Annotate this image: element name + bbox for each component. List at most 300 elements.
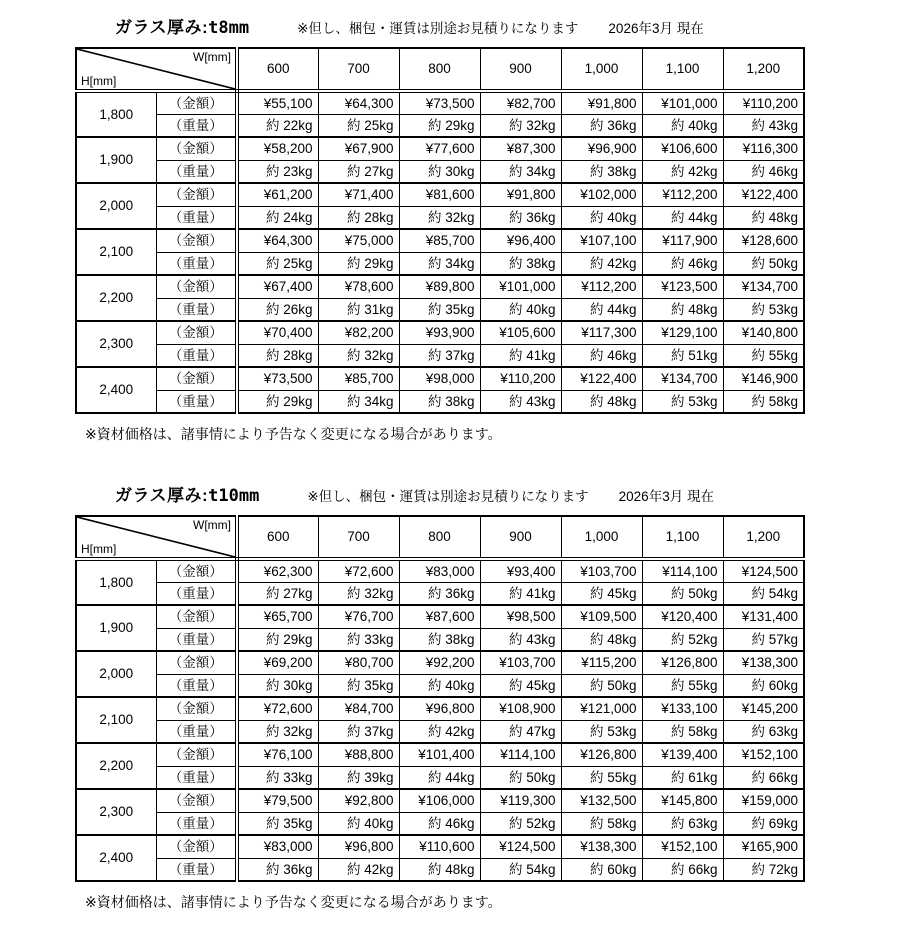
height-value-cell: 2,100 [76, 697, 156, 743]
width-header-cell: 800 [399, 48, 480, 91]
weight-cell: 約 27kg [318, 160, 399, 183]
price-cell: ¥72,600 [237, 697, 318, 720]
weight-cell: 約 32kg [399, 206, 480, 229]
table-title-row [75, 13, 875, 38]
corner-cell [76, 516, 237, 559]
weight-cell: 約 47kg [480, 720, 561, 743]
price-cell: ¥77,600 [399, 137, 480, 160]
price-cell: ¥92,800 [318, 789, 399, 812]
height-axis-label: H[mm] [81, 542, 117, 556]
weight-cell: 約 34kg [480, 160, 561, 183]
weight-cell: 約 60kg [561, 858, 642, 881]
weight-row [76, 674, 804, 697]
weight-cell: 約 63kg [723, 720, 804, 743]
weight-cell: 約 24kg [237, 206, 318, 229]
price-date: 2026年3月 現在 [618, 489, 714, 504]
weight-cell: 約 48kg [642, 298, 723, 321]
price-row-label: （金額） [156, 367, 237, 390]
weight-cell: 約 61kg [642, 766, 723, 789]
price-cell: ¥67,900 [318, 137, 399, 160]
weight-cell: 約 36kg [237, 858, 318, 881]
width-header-cell: 900 [480, 48, 561, 91]
weight-cell: 約 58kg [561, 812, 642, 835]
weight-cell: 約 35kg [318, 674, 399, 697]
price-cell: ¥134,700 [642, 367, 723, 390]
price-cell: ¥83,000 [237, 835, 318, 858]
weight-cell: 約 50kg [723, 252, 804, 275]
price-row-label: （金額） [156, 559, 237, 582]
weight-cell: 約 23kg [237, 160, 318, 183]
price-cell: ¥146,900 [723, 367, 804, 390]
weight-cell: 約 66kg [723, 766, 804, 789]
width-header-cell: 1,100 [642, 516, 723, 559]
price-cell: ¥105,600 [480, 321, 561, 344]
width-header-cell: 900 [480, 516, 561, 559]
table-title: ガラス厚み: [115, 486, 209, 505]
weight-cell: 約 44kg [399, 766, 480, 789]
height-value-cell: 1,800 [76, 91, 156, 137]
weight-cell: 約 69kg [723, 812, 804, 835]
height-value-cell: 2,400 [76, 835, 156, 881]
weight-row [76, 114, 804, 137]
weight-cell: 約 31kg [318, 298, 399, 321]
price-cell: ¥91,800 [561, 91, 642, 114]
price-cell: ¥73,500 [399, 91, 480, 114]
weight-cell: 約 53kg [561, 720, 642, 743]
corner-cell [76, 48, 237, 91]
price-cell: ¥67,400 [237, 275, 318, 298]
price-row-label: （金額） [156, 651, 237, 674]
price-cell: ¥159,000 [723, 789, 804, 812]
price-cell: ¥124,500 [723, 559, 804, 582]
price-cell: ¥103,700 [480, 651, 561, 674]
price-cell: ¥93,900 [399, 321, 480, 344]
width-header-cell: 600 [237, 48, 318, 91]
price-date: 2026年3月 現在 [608, 21, 704, 36]
price-cell: ¥87,300 [480, 137, 561, 160]
price-cell: ¥58,200 [237, 137, 318, 160]
price-row [76, 835, 804, 858]
price-cell: ¥106,000 [399, 789, 480, 812]
price-cell: ¥103,700 [561, 559, 642, 582]
width-header-cell: 1,000 [561, 48, 642, 91]
price-cell: ¥114,100 [642, 559, 723, 582]
price-cell: ¥76,100 [237, 743, 318, 766]
weight-cell: 約 50kg [561, 674, 642, 697]
weight-row [76, 252, 804, 275]
price-cell: ¥82,700 [480, 91, 561, 114]
weight-cell: 約 40kg [642, 114, 723, 137]
price-cell: ¥96,800 [318, 835, 399, 858]
weight-cell: 約 35kg [237, 812, 318, 835]
weight-cell: 約 37kg [318, 720, 399, 743]
weight-row-label: （重量） [156, 298, 237, 321]
price-cell: ¥83,000 [399, 559, 480, 582]
weight-row [76, 582, 804, 605]
price-cell: ¥120,400 [642, 605, 723, 628]
weight-cell: 約 52kg [642, 628, 723, 651]
weight-cell: 約 58kg [642, 720, 723, 743]
price-cell: ¥132,500 [561, 789, 642, 812]
width-header-cell: 700 [318, 48, 399, 91]
price-cell: ¥108,900 [480, 697, 561, 720]
price-row-label: （金額） [156, 321, 237, 344]
weight-cell: 約 51kg [642, 344, 723, 367]
price-cell: ¥73,500 [237, 367, 318, 390]
weight-cell: 約 34kg [318, 390, 399, 413]
weight-cell: 約 28kg [237, 344, 318, 367]
price-cell: ¥119,300 [480, 789, 561, 812]
price-cell: ¥122,400 [561, 367, 642, 390]
price-cell: ¥110,200 [723, 91, 804, 114]
weight-row [76, 812, 804, 835]
weight-cell: 約 43kg [723, 114, 804, 137]
price-cell: ¥89,800 [399, 275, 480, 298]
weight-cell: 約 29kg [318, 252, 399, 275]
weight-cell: 約 30kg [399, 160, 480, 183]
price-cell: ¥112,200 [642, 183, 723, 206]
price-cell: ¥129,100 [642, 321, 723, 344]
price-cell: ¥64,300 [318, 91, 399, 114]
price-row-label: （金額） [156, 697, 237, 720]
weight-cell: 約 25kg [318, 114, 399, 137]
price-cell: ¥96,900 [561, 137, 642, 160]
price-cell: ¥117,300 [561, 321, 642, 344]
price-cell: ¥124,500 [480, 835, 561, 858]
price-row-label: （金額） [156, 137, 237, 160]
price-cell: ¥64,300 [237, 229, 318, 252]
price-cell: ¥110,200 [480, 367, 561, 390]
price-row-label: （金額） [156, 229, 237, 252]
price-cell: ¥75,000 [318, 229, 399, 252]
price-cell: ¥81,600 [399, 183, 480, 206]
width-header-cell: 600 [237, 516, 318, 559]
price-cell: ¥98,500 [480, 605, 561, 628]
price-change-footnote: ※資材価格は、諸事情により予告なく変更になる場合があります。 [85, 894, 502, 910]
weight-cell: 約 42kg [318, 858, 399, 881]
weight-cell: 約 36kg [480, 206, 561, 229]
weight-cell: 約 45kg [480, 674, 561, 697]
price-cell: ¥85,700 [318, 367, 399, 390]
price-cell: ¥93,400 [480, 559, 561, 582]
weight-cell: 約 55kg [723, 344, 804, 367]
price-cell: ¥139,400 [642, 743, 723, 766]
price-row [76, 91, 804, 114]
price-cell: ¥91,800 [480, 183, 561, 206]
price-cell: ¥112,200 [561, 275, 642, 298]
price-row [76, 367, 804, 390]
price-cell: ¥114,100 [480, 743, 561, 766]
price-cell: ¥145,800 [642, 789, 723, 812]
weight-cell: 約 26kg [237, 298, 318, 321]
weight-cell: 約 53kg [723, 298, 804, 321]
price-cell: ¥101,000 [642, 91, 723, 114]
weight-cell: 約 40kg [399, 674, 480, 697]
thickness-value: t8mm [208, 18, 250, 38]
price-cell: ¥61,200 [237, 183, 318, 206]
weight-cell: 約 53kg [642, 390, 723, 413]
price-row [76, 651, 804, 674]
weight-cell: 約 41kg [480, 582, 561, 605]
price-cell: ¥62,300 [237, 559, 318, 582]
price-cell: ¥87,600 [399, 605, 480, 628]
price-cell: ¥123,500 [642, 275, 723, 298]
price-cell: ¥101,000 [480, 275, 561, 298]
weight-cell: 約 40kg [318, 812, 399, 835]
weight-cell: 約 44kg [642, 206, 723, 229]
weight-cell: 約 38kg [399, 390, 480, 413]
price-cell: ¥115,200 [561, 651, 642, 674]
price-row-label: （金額） [156, 183, 237, 206]
weight-cell: 約 34kg [399, 252, 480, 275]
weight-cell: 約 52kg [480, 812, 561, 835]
weight-cell: 約 50kg [642, 582, 723, 605]
weight-row-label: （重量） [156, 858, 237, 881]
weight-cell: 約 42kg [642, 160, 723, 183]
weight-cell: 約 35kg [399, 298, 480, 321]
height-value-cell: 1,800 [76, 559, 156, 605]
weight-cell: 約 39kg [318, 766, 399, 789]
weight-cell: 約 55kg [642, 674, 723, 697]
price-row [76, 789, 804, 812]
width-header-cell: 700 [318, 516, 399, 559]
weight-cell: 約 40kg [561, 206, 642, 229]
weight-cell: 約 30kg [237, 674, 318, 697]
price-cell: ¥78,600 [318, 275, 399, 298]
weight-cell: 約 48kg [561, 628, 642, 651]
weight-row [76, 720, 804, 743]
weight-cell: 約 33kg [237, 766, 318, 789]
price-row [76, 697, 804, 720]
height-value-cell: 2,000 [76, 651, 156, 697]
price-row [76, 559, 804, 582]
price-row [76, 183, 804, 206]
weight-cell: 約 33kg [318, 628, 399, 651]
price-row-label: （金額） [156, 743, 237, 766]
weight-cell: 約 55kg [561, 766, 642, 789]
price-cell: ¥106,600 [642, 137, 723, 160]
weight-row [76, 390, 804, 413]
weight-cell: 約 58kg [723, 390, 804, 413]
weight-cell: 約 54kg [480, 858, 561, 881]
height-value-cell: 2,200 [76, 743, 156, 789]
thickness-value: t10mm [208, 486, 260, 506]
price-cell: ¥70,400 [237, 321, 318, 344]
weight-cell: 約 63kg [642, 812, 723, 835]
weight-cell: 約 48kg [723, 206, 804, 229]
price-cell: ¥82,200 [318, 321, 399, 344]
width-header-cell: 1,200 [723, 48, 804, 91]
price-cell: ¥69,200 [237, 651, 318, 674]
price-row-label: （金額） [156, 275, 237, 298]
weight-row [76, 628, 804, 651]
weight-row-label: （重量） [156, 390, 237, 413]
weight-cell: 約 32kg [480, 114, 561, 137]
price-cell: ¥121,000 [561, 697, 642, 720]
height-axis-label: H[mm] [81, 74, 117, 88]
price-row [76, 321, 804, 344]
weight-cell: 約 46kg [399, 812, 480, 835]
weight-row [76, 160, 804, 183]
height-value-cell: 2,200 [76, 275, 156, 321]
price-cell: ¥102,000 [561, 183, 642, 206]
weight-cell: 約 41kg [480, 344, 561, 367]
weight-cell: 約 48kg [399, 858, 480, 881]
weight-row-label: （重量） [156, 344, 237, 367]
weight-cell: 約 38kg [399, 628, 480, 651]
height-value-cell: 2,300 [76, 321, 156, 367]
price-cell: ¥101,400 [399, 743, 480, 766]
price-row-label: （金額） [156, 835, 237, 858]
price-cell: ¥85,700 [399, 229, 480, 252]
price-cell: ¥128,600 [723, 229, 804, 252]
price-cell: ¥140,800 [723, 321, 804, 344]
weight-cell: 約 40kg [480, 298, 561, 321]
weight-row-label: （重量） [156, 674, 237, 697]
price-table-t10mm [75, 515, 805, 882]
price-cell: ¥117,900 [642, 229, 723, 252]
weight-row [76, 298, 804, 321]
weight-row [76, 344, 804, 367]
weight-row [76, 858, 804, 881]
price-cell: ¥116,300 [723, 137, 804, 160]
weight-row-label: （重量） [156, 114, 237, 137]
width-header-cell: 1,000 [561, 516, 642, 559]
weight-row [76, 766, 804, 789]
price-cell: ¥138,300 [723, 651, 804, 674]
price-cell: ¥134,700 [723, 275, 804, 298]
weight-row-label: （重量） [156, 720, 237, 743]
price-cell: ¥72,600 [318, 559, 399, 582]
weight-cell: 約 46kg [561, 344, 642, 367]
weight-row-label: （重量） [156, 582, 237, 605]
weight-cell: 約 43kg [480, 390, 561, 413]
weight-cell: 約 43kg [480, 628, 561, 651]
price-row [76, 605, 804, 628]
weight-cell: 約 36kg [561, 114, 642, 137]
weight-cell: 約 32kg [318, 344, 399, 367]
weight-row-label: （重量） [156, 766, 237, 789]
weight-cell: 約 54kg [723, 582, 804, 605]
price-row-label: （金額） [156, 91, 237, 114]
price-row [76, 229, 804, 252]
weight-cell: 約 42kg [561, 252, 642, 275]
weight-cell: 約 25kg [237, 252, 318, 275]
packing-note: ※但し、梱包・運賃は別途お見積りになります [307, 489, 589, 504]
price-cell: ¥165,900 [723, 835, 804, 858]
height-value-cell: 2,400 [76, 367, 156, 413]
weight-cell: 約 42kg [399, 720, 480, 743]
weight-cell: 約 46kg [723, 160, 804, 183]
price-cell: ¥84,700 [318, 697, 399, 720]
price-cell: ¥80,700 [318, 651, 399, 674]
price-cell: ¥71,400 [318, 183, 399, 206]
price-cell: ¥122,400 [723, 183, 804, 206]
weight-cell: 約 66kg [642, 858, 723, 881]
price-cell: ¥92,200 [399, 651, 480, 674]
weight-cell: 約 22kg [237, 114, 318, 137]
price-cell: ¥126,800 [561, 743, 642, 766]
price-row [76, 743, 804, 766]
price-cell: ¥96,400 [480, 229, 561, 252]
price-cell: ¥152,100 [642, 835, 723, 858]
weight-cell: 約 48kg [561, 390, 642, 413]
price-cell: ¥110,600 [399, 835, 480, 858]
price-cell: ¥88,800 [318, 743, 399, 766]
price-cell: ¥133,100 [642, 697, 723, 720]
section-t10mm [0, 468, 900, 930]
height-value-cell: 2,300 [76, 789, 156, 835]
price-cell: ¥79,500 [237, 789, 318, 812]
weight-cell: 約 29kg [237, 628, 318, 651]
weight-cell: 約 72kg [723, 858, 804, 881]
width-header-cell: 1,200 [723, 516, 804, 559]
weight-cell: 約 57kg [723, 628, 804, 651]
price-cell: ¥109,500 [561, 605, 642, 628]
price-cell: ¥76,700 [318, 605, 399, 628]
price-cell: ¥152,100 [723, 743, 804, 766]
width-axis-label: W[mm] [193, 518, 231, 532]
price-cell: ¥98,000 [399, 367, 480, 390]
weight-cell: 約 44kg [561, 298, 642, 321]
price-row [76, 137, 804, 160]
width-axis-label: W[mm] [193, 50, 231, 64]
weight-row [76, 206, 804, 229]
packing-note: ※但し、梱包・運賃は別途お見積りになります [297, 21, 579, 36]
weight-row-label: （重量） [156, 206, 237, 229]
price-change-footnote: ※資材価格は、諸事情により予告なく変更になる場合があります。 [85, 426, 502, 442]
price-row [76, 275, 804, 298]
weight-cell: 約 38kg [561, 160, 642, 183]
height-value-cell: 1,900 [76, 137, 156, 183]
weight-row-label: （重量） [156, 252, 237, 275]
price-cell: ¥55,100 [237, 91, 318, 114]
width-header-cell: 1,100 [642, 48, 723, 91]
price-cell: ¥131,400 [723, 605, 804, 628]
height-value-cell: 2,000 [76, 183, 156, 229]
weight-cell: 約 29kg [237, 390, 318, 413]
price-row-label: （金額） [156, 789, 237, 812]
price-cell: ¥126,800 [642, 651, 723, 674]
weight-cell: 約 50kg [480, 766, 561, 789]
weight-cell: 約 28kg [318, 206, 399, 229]
weight-cell: 約 37kg [399, 344, 480, 367]
height-value-cell: 2,100 [76, 229, 156, 275]
weight-cell: 約 27kg [237, 582, 318, 605]
weight-row-label: （重量） [156, 160, 237, 183]
weight-cell: 約 60kg [723, 674, 804, 697]
weight-cell: 約 36kg [399, 582, 480, 605]
weight-cell: 約 32kg [318, 582, 399, 605]
table-title-row [75, 481, 875, 506]
weight-cell: 約 29kg [399, 114, 480, 137]
height-value-cell: 1,900 [76, 605, 156, 651]
price-row-label: （金額） [156, 605, 237, 628]
weight-cell: 約 45kg [561, 582, 642, 605]
price-cell: ¥65,700 [237, 605, 318, 628]
price-cell: ¥138,300 [561, 835, 642, 858]
price-cell: ¥107,100 [561, 229, 642, 252]
weight-cell: 約 32kg [237, 720, 318, 743]
weight-row-label: （重量） [156, 628, 237, 651]
price-cell: ¥96,800 [399, 697, 480, 720]
price-table-t8mm [75, 47, 805, 414]
price-cell: ¥145,200 [723, 697, 804, 720]
table-title: ガラス厚み: [115, 18, 209, 37]
weight-cell: 約 46kg [642, 252, 723, 275]
weight-row-label: （重量） [156, 812, 237, 835]
width-header-cell: 800 [399, 516, 480, 559]
